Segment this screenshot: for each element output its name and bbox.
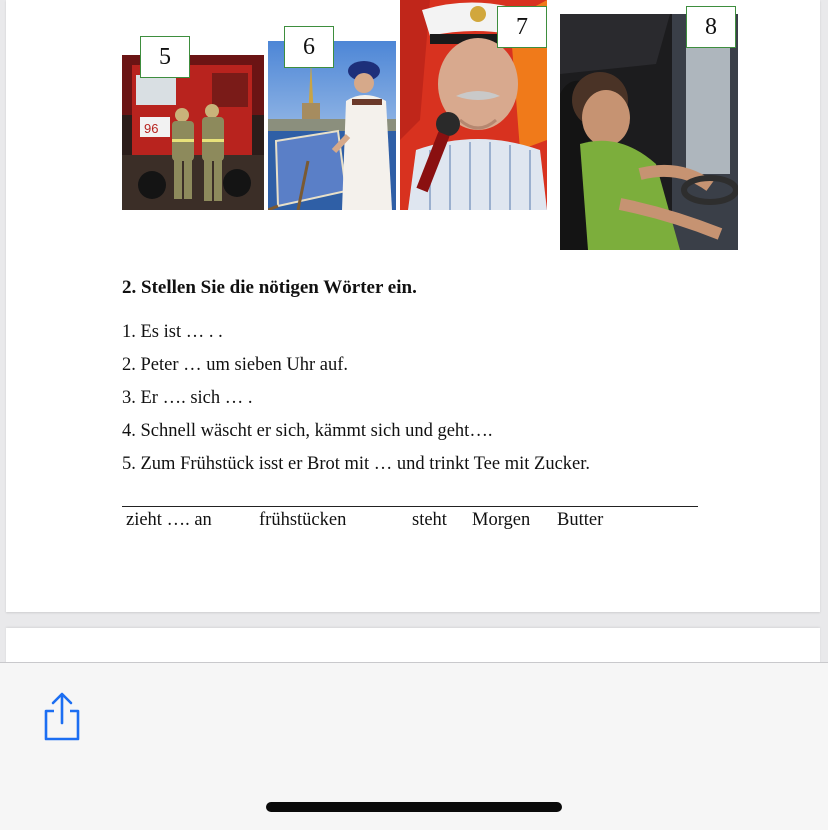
exercise-item-2: 2. Peter … um sieben Uhr auf.	[122, 355, 349, 375]
document-page	[6, 0, 820, 612]
exercise-item-1: 1. Es ist … . .	[122, 322, 223, 342]
bus-driver-photo	[560, 14, 738, 250]
word-bank-item: zieht …. an	[126, 510, 212, 530]
word-bank-divider	[122, 506, 698, 507]
home-indicator[interactable]	[266, 802, 562, 812]
photo-number-7: 7	[497, 6, 547, 48]
word-bank-item: Butter	[557, 510, 604, 530]
exercise-title: 2. Stellen Sie die nötigen Wörter ein.	[122, 277, 417, 298]
exercise-item-4: 4. Schnell wäscht er sich, kämmt sich und geht….	[122, 421, 493, 441]
word-bank-item: steht	[412, 510, 447, 530]
firefighters-photo	[122, 55, 264, 210]
bottom-toolbar	[0, 662, 828, 830]
exercise-item-3: 3. Er …. sich … .	[122, 388, 253, 408]
exercise-item-5: 5. Zum Frühstück isst er Brot mit … und trinkt Tee mit Zucker.	[122, 454, 591, 474]
bus-driver-illustration	[560, 14, 738, 250]
word-bank-item: Morgen	[472, 510, 531, 530]
share-button[interactable]	[40, 691, 84, 743]
photo-number-8: 8	[686, 6, 736, 48]
share-icon	[40, 691, 84, 743]
photo-number-5: 5	[140, 36, 190, 78]
photo-number-6: 6	[284, 26, 334, 68]
firefighters-illustration	[122, 55, 264, 210]
svg-text:96: 96	[144, 121, 159, 136]
word-bank-item: frühstücken	[259, 510, 347, 530]
